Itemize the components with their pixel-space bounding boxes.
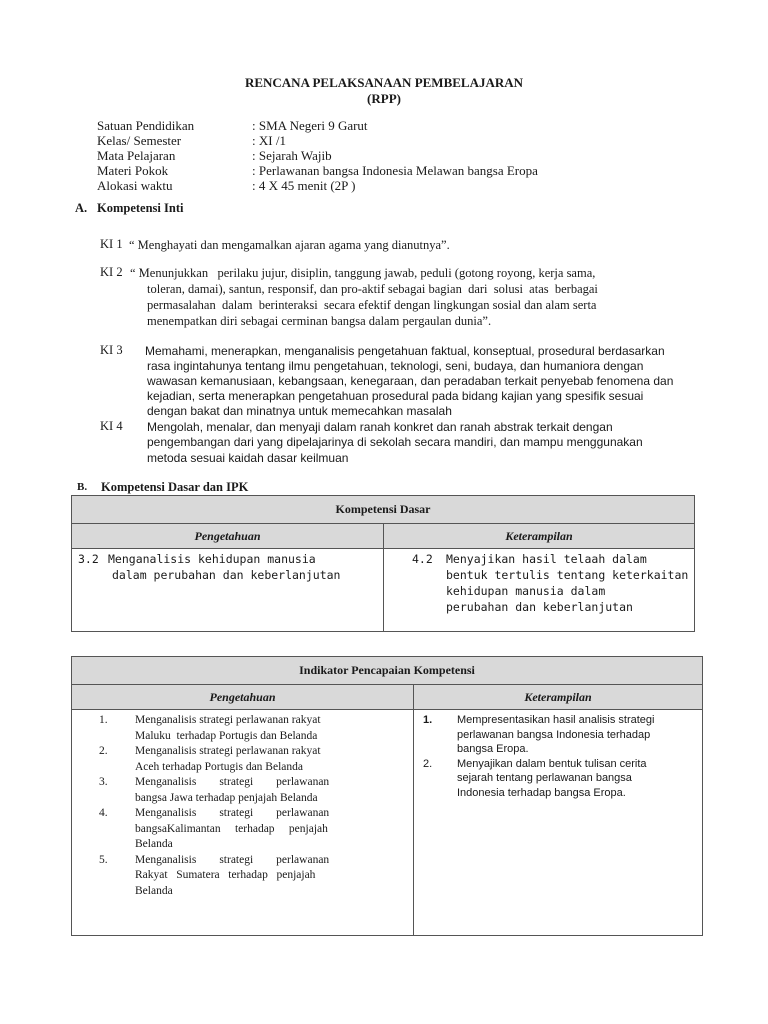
ki-text-line: Memahami, menerapkan, menganalisis pengetahuan faktual, konseptual, prosedural berdasarkan: [145, 344, 665, 358]
ki-text-line: wawasan kemanusiaan, kebangsaan, kenegaraan, dan peradaban terkait penyebab fenomena dan: [147, 374, 674, 388]
ipk-item-number: 1.: [99, 714, 108, 726]
kd-keterampilan-cell: [384, 549, 695, 632]
identity-label: Alokasi waktu: [97, 178, 173, 193]
kd-text-line: Menganalisis kehidupan manusia: [108, 552, 316, 566]
identity-label: Kelas/ Semester: [97, 133, 182, 148]
identity-value: : Perlawanan bangsa Indonesia Melawan bangsa Eropa: [252, 163, 538, 178]
kd-col-pengetahuan: Pengetahuan: [72, 524, 384, 549]
ipk-col-pengetahuan: Pengetahuan: [72, 685, 414, 710]
section-b-title: Kompetensi Dasar dan IPK: [101, 480, 249, 494]
section-a-title: Kompetensi Inti: [97, 201, 184, 215]
ki-text: “ Menghayati dan mengamalkan ajaran agama yang dianutnya”.: [129, 238, 450, 252]
ipk-pengetahuan-cell: [72, 710, 414, 936]
ki-label: KI 1: [100, 237, 123, 251]
ipk-item-number: 2.: [423, 757, 433, 770]
ipk-item-line: Menganalisis strategi perlawanan: [135, 807, 330, 819]
kd-number: 4.2: [412, 552, 433, 566]
ipk-item-line: perlawanan bangsa Indonesia terhadap: [457, 728, 651, 741]
ki-text-line: permasalahan dalam berinteraksi secara efektif dengan lingkungan sosial dan alam serta: [147, 298, 597, 312]
ipk-item-line: Rakyat Sumatera terhadap penjajah: [135, 869, 316, 881]
ki-label: KI 2: [100, 265, 123, 279]
identity-label: Materi Pokok: [97, 163, 169, 178]
ki-text-line: dengan bakat dan minatnya untuk memecahkan masalah: [147, 404, 452, 418]
ipk-item-line: bangsaKalimantan terhadap penjajah: [135, 822, 328, 835]
ipk-item-line: Menganalisis strategi perlawanan rakyat: [135, 714, 321, 726]
ipk-list-item: [99, 806, 359, 853]
ipk-list-item: [423, 757, 702, 801]
document-subtitle: (RPP): [367, 91, 401, 106]
ipk-item-line: sejarah tentang perlawanan bangsa: [457, 772, 632, 784]
ipk-item-line: Menganalisis strategi perlawanan: [135, 853, 330, 866]
ipk-table-header: Indikator Pencapaian Kompetensi: [72, 657, 703, 685]
ipk-keterampilan-cell: [414, 710, 703, 936]
kd-text-line: Menyajikan hasil telaah dalam: [446, 552, 647, 566]
section-b-letter: B.: [77, 481, 88, 493]
ki-text-line: “ Menunjukkan perilaku jujur, disiplin, tanggung jawab, peduli (gotong royong, kerja sama,: [130, 266, 596, 280]
ipk-item-line: Aceh terhadap Portugis dan Belanda: [135, 760, 303, 773]
ipk-table: [71, 656, 703, 936]
ki-label: KI 4: [100, 419, 123, 433]
ki-text-line: kejadian, serta menerapkan pengetahuan prosedural pada bidang kajian yang spesifik sesuai: [147, 389, 644, 403]
identity-label: Satuan Pendidikan: [97, 118, 195, 133]
ipk-item-line: Belanda: [135, 838, 173, 850]
ki-text-line: rasa ingintahunya tentang ilmu pengetahuan, teknologi, seni, budaya, dan humaniora dengan: [147, 359, 644, 373]
kd-text-line: dalam perubahan dan keberlanjutan: [112, 568, 341, 582]
ipk-item-line: bangsa Eropa.: [457, 743, 529, 755]
identity-label: Mata Pelajaran: [97, 148, 176, 163]
kompetensi-dasar-table: [71, 495, 695, 632]
ipk-list-item: [99, 853, 359, 900]
ipk-item-line: Maluku terhadap Portugis dan Belanda: [135, 729, 318, 742]
ipk-list-item: [99, 775, 359, 806]
kd-text-line: perubahan dan keberlanjutan: [446, 600, 633, 614]
ipk-item-line: Belanda: [135, 884, 173, 897]
ipk-item-number: 1.: [423, 714, 433, 726]
ipk-item-line: bangsa Jawa terhadap penjajah Belanda: [135, 791, 318, 804]
ki-text-line: menempatkan diri sebagai cerminan bangsa dalam pergaulan dunia”.: [147, 314, 492, 328]
ipk-item-number: 2.: [99, 745, 108, 757]
identity-value: : 4 X 45 menit (2P ): [252, 178, 356, 193]
ipk-item-line: Mempresentasikan hasil analisis strategi: [457, 714, 655, 726]
ipk-item-number: 4.: [99, 807, 108, 819]
ki-text-line: pengembangan dari yang dipelajarinya di sekolah secara mandiri, dan mampu menggunakan: [147, 435, 643, 449]
ki-label: KI 3: [100, 343, 123, 357]
ki-text-line: Mengolah, menalar, dan menyaji dalam ranah konkret dan ranah abstrak terkait dengan: [147, 420, 613, 434]
section-a-letter: A.: [75, 201, 88, 215]
ipk-list-item: [423, 713, 702, 757]
document-title: RENCANA PELAKSANAAN PEMBELAJARAN: [244, 75, 524, 90]
kd-col-keterampilan: Keterampilan: [384, 524, 695, 549]
identity-value: : Sejarah Wajib: [252, 148, 332, 163]
identity-value: : SMA Negeri 9 Garut: [252, 118, 368, 133]
ipk-item-line: Indonesia terhadap bangsa Eropa.: [457, 786, 626, 799]
ki-text-line: metoda sesuai kaidah dasar keilmuan: [147, 451, 349, 465]
kd-table-header: Kompetensi Dasar: [72, 496, 695, 524]
identity-value: : XI /1: [252, 133, 286, 148]
ipk-item-line: Menyajikan dalam bentuk tulisan cerita: [457, 757, 647, 770]
ki-text-line: toleran, damai), santun, responsif, dan pro-aktif sebagai bagian dari solusi atas berbagai: [147, 282, 598, 296]
kd-text-line: bentuk tertulis tentang keterkaitan: [446, 568, 689, 582]
ipk-list-item: [99, 713, 359, 744]
ipk-col-keterampilan: Keterampilan: [414, 685, 703, 710]
kd-text-line: kehidupan manusia dalam: [446, 584, 606, 598]
ipk-list-item: [99, 744, 359, 775]
ipk-item-line: Menganalisis strategi perlawanan: [135, 776, 330, 788]
kd-number: 3.2: [78, 552, 99, 566]
kd-pengetahuan-cell: [72, 549, 384, 632]
ipk-item-number: 3.: [99, 776, 108, 788]
ipk-item-line: Menganalisis strategi perlawanan rakyat: [135, 745, 321, 757]
ipk-item-number: 5.: [99, 853, 108, 866]
